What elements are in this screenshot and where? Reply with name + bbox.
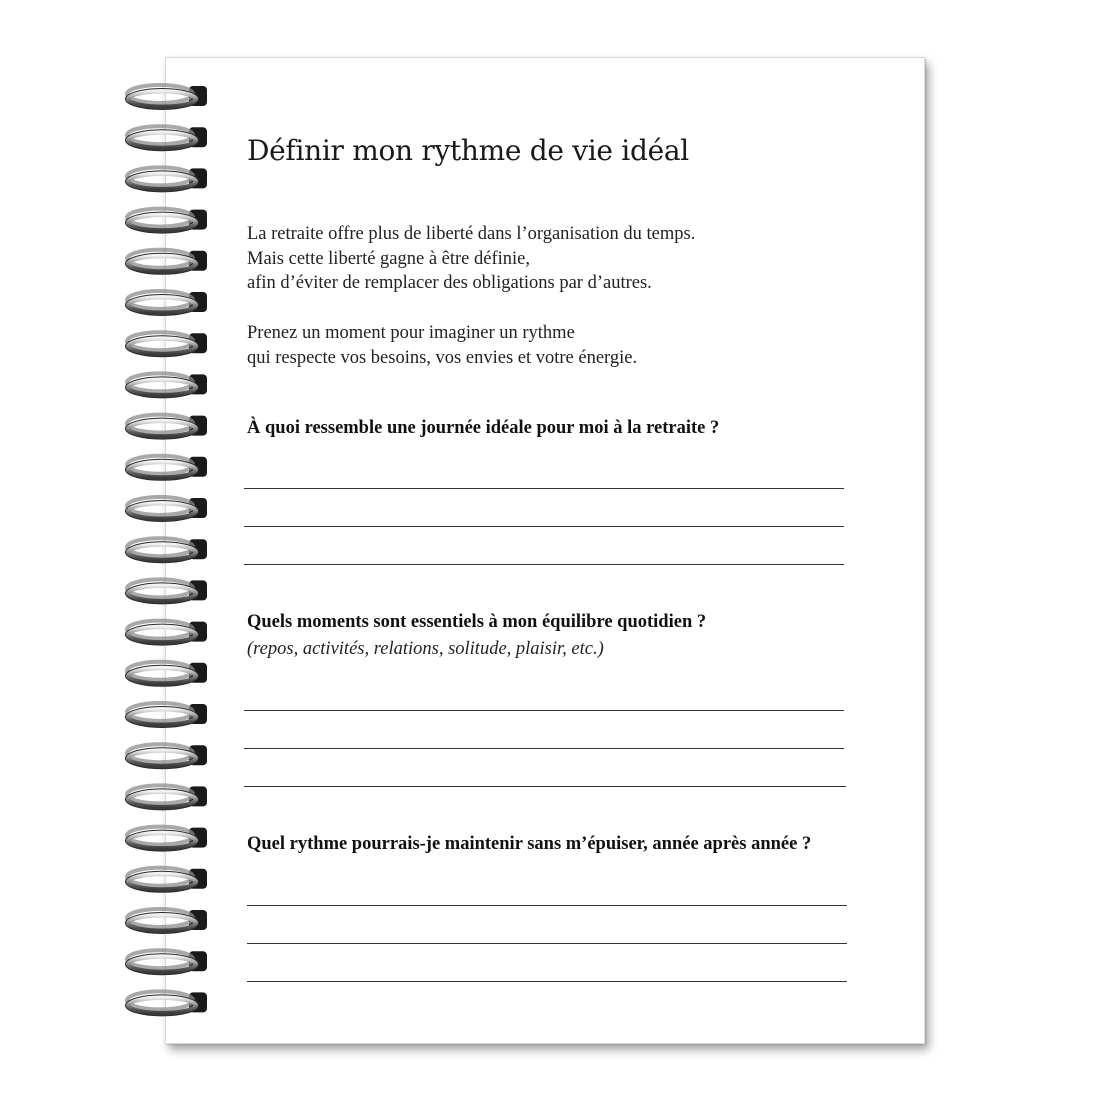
intro-paragraph xyxy=(247,222,695,296)
spiral-ring xyxy=(126,950,208,975)
answer-line[interactable] xyxy=(247,943,847,944)
spiral-ring xyxy=(126,167,208,192)
spiral-ring xyxy=(126,538,208,563)
spiral-ring xyxy=(126,703,208,728)
intro-line: qui respecte vos besoins, vos envies et votre énergie. xyxy=(247,347,638,368)
intro-line: afin d’éviter de remplacer des obligations par d’autres. xyxy=(247,273,652,293)
answer-line[interactable] xyxy=(244,488,844,489)
question-prompt: À quoi ressemble une journée idéale pour moi à la retraite ? xyxy=(247,418,720,438)
intro-paragraph xyxy=(247,321,637,370)
spiral-ring xyxy=(126,827,208,852)
spiral-ring xyxy=(126,209,208,234)
answer-line[interactable] xyxy=(247,905,847,906)
spiral-binding xyxy=(120,80,220,1030)
spiral-ring xyxy=(126,373,208,398)
notebook-page xyxy=(165,57,925,1044)
answer-line[interactable] xyxy=(244,786,846,787)
spiral-ring xyxy=(126,415,208,440)
question-prompt: Quels moments sont essentiels à mon équilibre quotidien ? xyxy=(247,612,707,632)
intro-line: Prenez un moment pour imaginer un rythme xyxy=(247,323,575,343)
spiral-ring xyxy=(126,579,208,604)
spiral-ring xyxy=(126,126,208,151)
answer-line[interactable] xyxy=(244,526,844,527)
intro-line: Mais cette liberté gagne à être définie, xyxy=(247,248,531,269)
spiral-ring xyxy=(126,332,208,357)
question-hint: (repos, activités, relations, solitude, plaisir, etc.) xyxy=(247,639,604,659)
answer-line[interactable] xyxy=(244,564,844,565)
question-prompt: Quel rythme pourrais-je maintenir sans m’épuiser, année après année ? xyxy=(247,834,812,854)
spiral-ring xyxy=(126,662,208,687)
spiral-ring xyxy=(126,456,208,481)
page-title: Définir mon rythme de vie idéal xyxy=(247,134,689,167)
spiral-ring xyxy=(126,785,208,810)
intro-line: La retraite offre plus de liberté dans l’organisation du temps. xyxy=(247,224,696,244)
spiral-ring xyxy=(126,85,208,110)
answer-line[interactable] xyxy=(244,748,844,749)
spiral-ring xyxy=(126,497,208,522)
spiral-ring xyxy=(126,868,208,893)
spiral-ring xyxy=(126,744,208,769)
spiral-ring xyxy=(126,250,208,274)
answer-line[interactable] xyxy=(244,710,844,711)
spiral-ring xyxy=(126,621,208,646)
spiral-ring xyxy=(126,909,208,934)
spiral-ring xyxy=(126,291,208,316)
answer-line[interactable] xyxy=(247,981,847,982)
spiral-ring xyxy=(126,991,208,1016)
